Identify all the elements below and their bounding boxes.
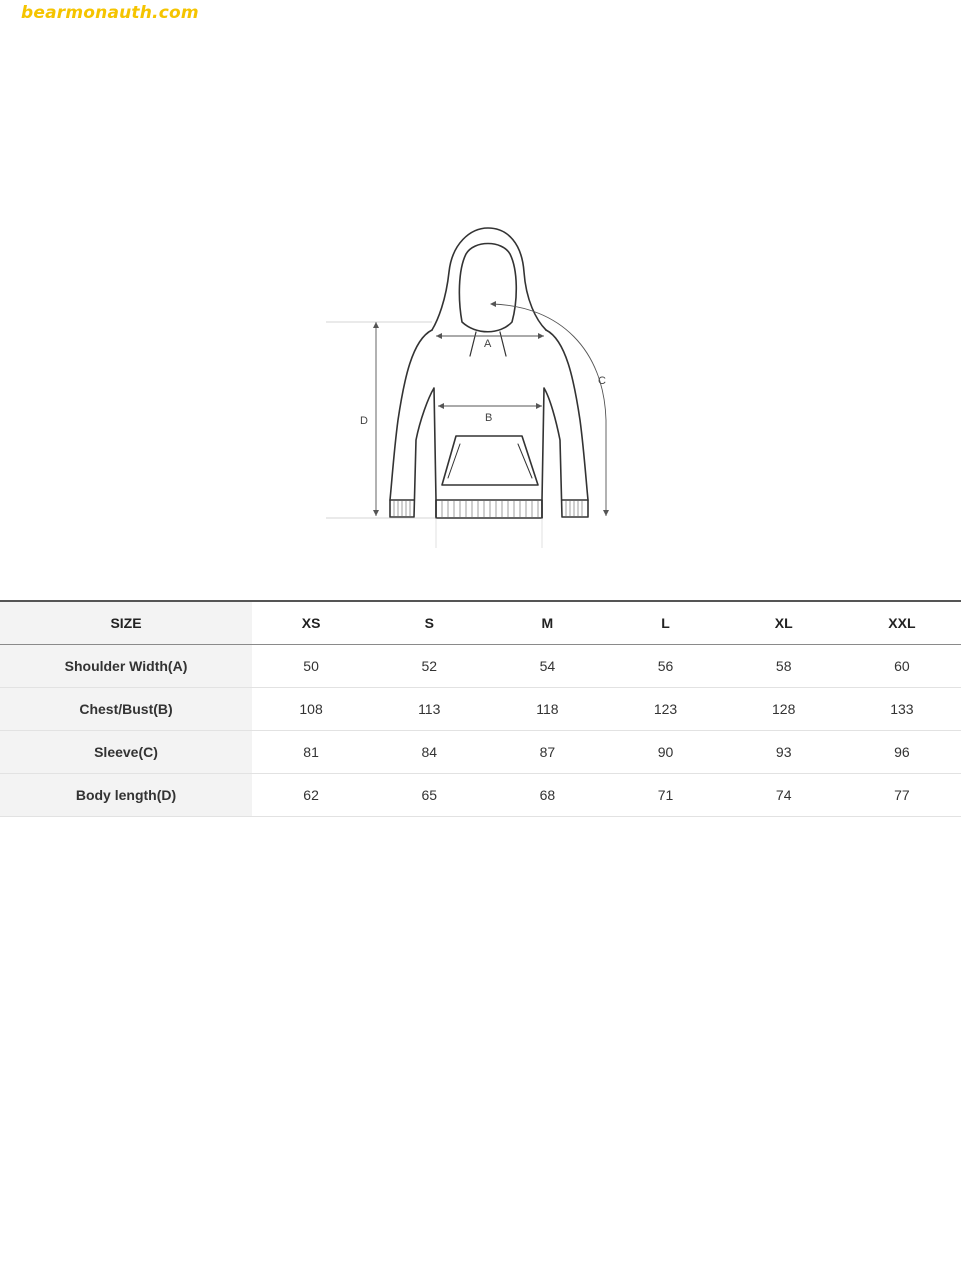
row-label: Sleeve(C) (0, 730, 252, 773)
size-header-label: SIZE (0, 601, 252, 644)
label-c: C (598, 375, 606, 387)
body-right (542, 330, 588, 518)
table-cell: 90 (657, 743, 674, 760)
table-row (0, 730, 961, 773)
hoodie-measurement-diagram (300, 215, 640, 560)
arrow-d-top (373, 322, 379, 328)
watermark: bearmonauth.com (21, 3, 199, 23)
label-b: B (485, 412, 493, 424)
table-cell: 108 (299, 700, 323, 717)
table-cell: 81 (303, 743, 319, 760)
table-cell: 93 (775, 743, 792, 760)
size-header-xxl: XXL (888, 614, 916, 631)
arrow-b-left (438, 403, 444, 409)
label-d: D (360, 415, 368, 427)
table-row (0, 687, 961, 730)
size-header-xs: XS (301, 614, 321, 631)
arrow-c-start (490, 301, 496, 307)
table-cell: 118 (536, 700, 559, 717)
size-header-l: L (661, 614, 670, 631)
table-cell: 54 (539, 657, 556, 674)
hood-opening (459, 244, 516, 332)
table-cell: 96 (894, 743, 910, 760)
table-row (0, 773, 961, 816)
row-label: Shoulder Width(A) (0, 644, 252, 687)
table-cell: 87 (539, 743, 556, 760)
table-cell: 60 (894, 657, 910, 674)
table-cell: 62 (303, 786, 319, 803)
row-label: Chest/Bust(B) (0, 687, 252, 730)
table-cell: 52 (421, 657, 438, 674)
arrow-a-left (436, 333, 442, 339)
size-header-s: S (424, 614, 434, 631)
table-cell: 65 (421, 786, 438, 803)
table-cell: 84 (421, 743, 438, 760)
table-cell: 50 (303, 657, 319, 674)
table-cell: 71 (657, 786, 674, 803)
table-cell: 113 (418, 700, 441, 717)
label-a: A (484, 338, 492, 350)
kangaroo-pocket (442, 436, 538, 485)
pocket-inner (448, 444, 532, 478)
arrow-a-right (538, 333, 544, 339)
hoodie-illustration (300, 215, 640, 560)
body-left (390, 330, 436, 518)
row-label: Body length(D) (0, 773, 252, 816)
size-header-m: M (541, 614, 554, 631)
table-cell: 58 (775, 657, 792, 674)
guide-center (436, 518, 542, 548)
size-chart-table (0, 600, 961, 817)
arrow-b-right (536, 403, 542, 409)
table-cell: 56 (657, 657, 674, 674)
table-cell: 68 (539, 786, 556, 803)
size-header-xl: XL (774, 614, 793, 631)
table-header-row (0, 601, 961, 644)
table-cell: 133 (890, 700, 914, 717)
table-cell: 74 (775, 786, 792, 803)
table-cell: 128 (772, 700, 796, 717)
table-cell: 77 (894, 786, 910, 803)
arrow-c-end (603, 510, 609, 516)
waistband-ribbing (394, 501, 582, 517)
table-cell: 123 (653, 700, 678, 717)
table-row (0, 644, 961, 687)
arrow-d-bottom (373, 510, 379, 516)
